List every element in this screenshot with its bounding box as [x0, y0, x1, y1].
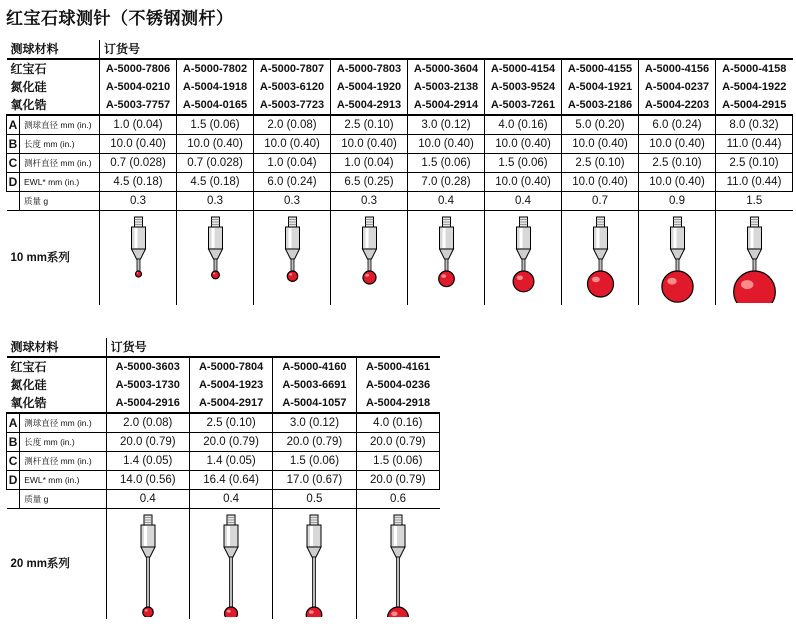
- material-name: 氧化锆: [7, 394, 107, 413]
- spec-value: 10.0 (0.40): [562, 135, 639, 154]
- dimension-letter: D: [7, 471, 20, 490]
- spec-value: 2.0 (0.08): [106, 413, 189, 433]
- mass-value: 0.9: [639, 192, 716, 211]
- material-name: 氮化硅: [10, 378, 47, 392]
- mass-value: 0.3: [100, 192, 177, 211]
- part-number: A-5003-6691: [273, 376, 356, 394]
- part-number: A-5004-1922: [716, 78, 793, 96]
- spec-value: 10.0 (0.40): [639, 135, 716, 154]
- stylus-drawing: [178, 211, 253, 303]
- spec-value: 20.0 (0.79): [189, 433, 272, 452]
- series-label: 10 mm系列: [7, 211, 100, 306]
- part-number: A-5004-0237: [639, 78, 716, 96]
- stylus-drawing: [101, 211, 176, 303]
- spec-value: 7.0 (0.28): [408, 173, 485, 192]
- spec-value: 8.0 (0.32): [716, 115, 793, 135]
- stylus-image-cell: [189, 509, 272, 620]
- image-row: [7, 509, 440, 620]
- mass-value: 0.4: [189, 490, 272, 509]
- order-number-header: 订货号: [100, 40, 793, 59]
- spec-value: 10.0 (0.40): [562, 173, 639, 192]
- part-number: A-5000-3603: [106, 357, 189, 376]
- part-number: A-5000-3604: [408, 59, 485, 78]
- stylus-drawing: [717, 211, 792, 303]
- stylus-image-cell: [273, 509, 356, 620]
- dimension-label: EWL* mm (in.): [20, 173, 100, 192]
- dimension-letter: A: [7, 413, 20, 433]
- header-row: [7, 40, 793, 59]
- material-row: [7, 78, 793, 96]
- part-number: A-5004-1921: [562, 78, 639, 96]
- stylus-drawing: [486, 211, 561, 303]
- material-row: [7, 376, 440, 394]
- material-row: [7, 96, 793, 115]
- part-number: A-5004-1923: [189, 376, 272, 394]
- mass-row: [7, 192, 793, 211]
- spec-value: 6.0 (0.24): [639, 115, 716, 135]
- spec-value: 20.0 (0.79): [106, 433, 189, 452]
- material-name: 氧化锆: [7, 96, 100, 115]
- spec-value: 1.0 (0.04): [331, 154, 408, 173]
- mass-value: 0.4: [485, 192, 562, 211]
- spec-value: 4.5 (0.18): [100, 173, 177, 192]
- material-row: [7, 357, 440, 376]
- spec-row: [7, 433, 440, 452]
- mass-value: 0.4: [106, 490, 189, 509]
- spec-value: 16.4 (0.64): [189, 471, 272, 490]
- mass-value: 0.4: [408, 192, 485, 211]
- spec-value: 10.0 (0.40): [485, 173, 562, 192]
- stylus-drawing: [358, 509, 438, 617]
- stylus-drawing: [332, 211, 407, 303]
- spec-value: 20.0 (0.79): [356, 471, 439, 490]
- spec-value: 10.0 (0.40): [177, 135, 254, 154]
- part-number: A-5000-7806: [100, 59, 177, 78]
- stylus-image-cell: [100, 211, 177, 306]
- spec-value: 3.0 (0.12): [273, 413, 356, 433]
- dimension-label: 长度 mm (in.): [20, 135, 100, 154]
- spec-value: 4.0 (0.16): [485, 115, 562, 135]
- stylus-image-cell: [639, 211, 716, 306]
- part-number: A-5004-0236: [356, 376, 439, 394]
- spec-value: 10.0 (0.40): [639, 173, 716, 192]
- stylus-drawing: [409, 211, 484, 303]
- spec-value: 11.0 (0.44): [716, 173, 793, 192]
- stylus-drawing: [255, 211, 330, 303]
- stylus-table-10mm: [6, 40, 793, 305]
- spec-value: 1.5 (0.06): [408, 154, 485, 173]
- dimension-letter: A: [7, 115, 20, 135]
- mass-value: 0.3: [177, 192, 254, 211]
- spec-row: [7, 135, 793, 154]
- stylus-drawing: [191, 509, 271, 617]
- dimension-label: 测球直径 mm (in.): [20, 115, 100, 135]
- material-name: 氮化硅: [10, 80, 47, 94]
- spec-value: 0.7 (0.028): [100, 154, 177, 173]
- spec-value: 6.5 (0.25): [331, 173, 408, 192]
- part-number: A-5003-6120: [254, 78, 331, 96]
- spec-value: 10.0 (0.40): [408, 135, 485, 154]
- series-label: 20 mm系列: [7, 509, 107, 620]
- spec-value: 10.0 (0.40): [254, 135, 331, 154]
- stylus-image-cell: [716, 211, 793, 306]
- image-row: [7, 211, 793, 306]
- stylus-image-cell: [408, 211, 485, 306]
- stylus-drawing: [640, 211, 715, 303]
- spec-row: [7, 115, 793, 135]
- stylus-image-cell: [562, 211, 639, 306]
- part-number: A-5000-4156: [639, 59, 716, 78]
- dimension-label: 测杆直径 mm (in.): [20, 452, 106, 471]
- stylus-image-cell: [331, 211, 408, 306]
- part-number: A-5004-2203: [639, 96, 716, 115]
- spec-row: [7, 452, 440, 471]
- spec-value: 1.5 (0.06): [177, 115, 254, 135]
- spec-value: 1.5 (0.06): [356, 452, 439, 471]
- mass-value: 0.3: [254, 192, 331, 211]
- mass-value: 0.3: [331, 192, 408, 211]
- spec-value: 2.5 (0.10): [716, 154, 793, 173]
- part-number: A-5003-9524: [485, 78, 562, 96]
- dimension-label: 长度 mm (in.): [20, 433, 106, 452]
- spec-value: 2.5 (0.10): [189, 413, 272, 433]
- part-number: A-5004-2916: [106, 394, 189, 413]
- part-number: A-5004-0165: [177, 96, 254, 115]
- material-row: [7, 394, 440, 413]
- stylus-table-20mm: [6, 338, 440, 619]
- mass-row: [7, 490, 440, 509]
- spec-value: 2.5 (0.10): [562, 154, 639, 173]
- mass-value: 0.6: [356, 490, 439, 509]
- dimension-letter: D: [7, 173, 20, 192]
- part-number: A-5003-2138: [408, 78, 485, 96]
- mass-label: 质量 g: [20, 192, 100, 211]
- spec-value: 10.0 (0.40): [100, 135, 177, 154]
- spec-value: 1.0 (0.04): [100, 115, 177, 135]
- part-number: A-5004-1918: [177, 78, 254, 96]
- spec-row: [7, 413, 440, 433]
- spec-value: 10.0 (0.40): [485, 135, 562, 154]
- stylus-image-cell: [106, 509, 189, 620]
- part-number: A-5000-4154: [485, 59, 562, 78]
- stylus-image-cell: [485, 211, 562, 306]
- part-number: A-5004-2913: [331, 96, 408, 115]
- material-name: 红宝石: [10, 62, 47, 76]
- spec-value: 20.0 (0.79): [356, 433, 439, 452]
- dimension-letter: B: [7, 433, 20, 452]
- part-number: A-5000-4155: [562, 59, 639, 78]
- spec-value: 2.0 (0.08): [254, 115, 331, 135]
- mass-value: 0.5: [273, 490, 356, 509]
- spec-value: 4.5 (0.18): [177, 173, 254, 192]
- part-number: A-5000-4160: [273, 357, 356, 376]
- part-number: A-5000-7803: [331, 59, 408, 78]
- part-number: A-5000-7802: [177, 59, 254, 78]
- page-title: 红宝石球测针（不锈钢测杆）: [6, 9, 234, 28]
- spec-row: [7, 173, 793, 192]
- order-number-header: 订货号: [106, 338, 439, 357]
- part-number: A-5003-7261: [485, 96, 562, 115]
- spec-value: 11.0 (0.44): [716, 135, 793, 154]
- spec-value: 10.0 (0.40): [331, 135, 408, 154]
- spec-value: 20.0 (0.79): [273, 433, 356, 452]
- spec-value: 1.4 (0.05): [106, 452, 189, 471]
- part-number: A-5004-1057: [273, 394, 356, 413]
- mass-spacer: [7, 490, 20, 509]
- stylus-drawing: [563, 211, 638, 303]
- part-number: A-5000-7804: [189, 357, 272, 376]
- stylus-drawing: [274, 509, 354, 617]
- spec-value: 1.4 (0.05): [189, 452, 272, 471]
- part-number: A-5003-1730: [106, 376, 189, 394]
- dimension-label: EWL* mm (in.): [20, 471, 106, 490]
- dimension-label: 测杆直径 mm (in.): [20, 154, 100, 173]
- spec-value: 17.0 (0.67): [273, 471, 356, 490]
- part-number: A-5004-2915: [716, 96, 793, 115]
- spec-row: [7, 471, 440, 490]
- dimension-letter: C: [7, 154, 20, 173]
- dimension-letter: C: [7, 452, 20, 471]
- part-number: A-5004-2918: [356, 394, 439, 413]
- part-number: A-5000-4161: [356, 357, 439, 376]
- dimension-letter: B: [7, 135, 20, 154]
- stylus-image-cell: [356, 509, 439, 620]
- spec-value: 3.0 (0.12): [408, 115, 485, 135]
- stylus-image-cell: [254, 211, 331, 306]
- mass-spacer: [7, 192, 20, 211]
- part-number: A-5004-0210: [100, 78, 177, 96]
- mass-label: 质量 g: [20, 490, 106, 509]
- spec-value: 2.5 (0.10): [639, 154, 716, 173]
- material-name: 红宝石: [10, 360, 47, 374]
- stylus-image-cell: [177, 211, 254, 306]
- mass-value: 1.5: [716, 192, 793, 211]
- part-number: A-5003-7723: [254, 96, 331, 115]
- part-number: A-5003-7757: [100, 96, 177, 115]
- spec-value: 14.0 (0.56): [106, 471, 189, 490]
- part-number: A-5003-2186: [562, 96, 639, 115]
- spec-value: 1.5 (0.06): [273, 452, 356, 471]
- spec-value: 1.0 (0.04): [254, 154, 331, 173]
- part-number: A-5000-4158: [716, 59, 793, 78]
- material-header: 测球材料: [7, 40, 100, 59]
- header-row: [7, 338, 440, 357]
- part-number: A-5004-1920: [331, 78, 408, 96]
- spec-row: [7, 154, 793, 173]
- spec-value: 4.0 (0.16): [356, 413, 439, 433]
- spec-value: 5.0 (0.20): [562, 115, 639, 135]
- material-row: [7, 59, 793, 78]
- dimension-label: 测球直径 mm (in.): [20, 413, 106, 433]
- part-number: A-5004-2914: [408, 96, 485, 115]
- spec-value: 6.0 (0.24): [254, 173, 331, 192]
- spec-value: 0.7 (0.028): [177, 154, 254, 173]
- spec-value: 1.5 (0.06): [485, 154, 562, 173]
- material-header: 测球材料: [7, 338, 107, 357]
- part-number: A-5004-2917: [189, 394, 272, 413]
- mass-value: 0.7: [562, 192, 639, 211]
- stylus-drawing: [108, 509, 188, 617]
- part-number: A-5000-7807: [254, 59, 331, 78]
- spec-value: 2.5 (0.10): [331, 115, 408, 135]
